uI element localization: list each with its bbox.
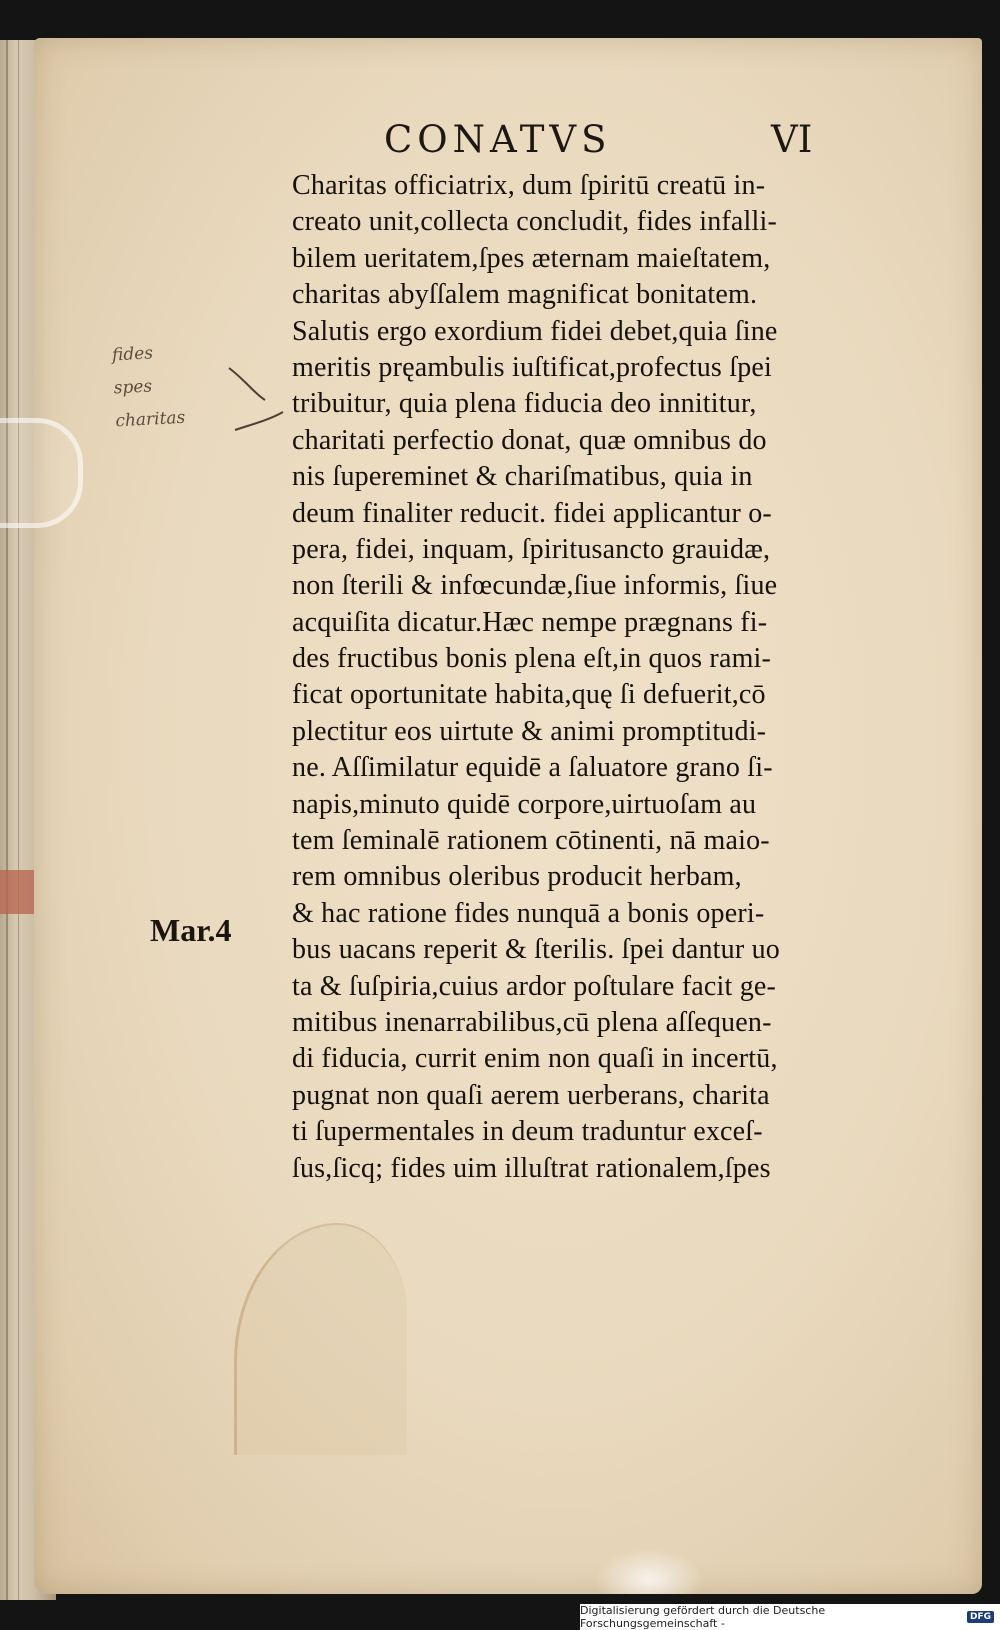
text-line: ficat oportunitate habita,quę ſi defuerit,cō: [292, 679, 766, 711]
text-line: Charitas officiatrix, dum ſpiritū creatū in-: [292, 170, 766, 201]
text-line: ſus,ſicq; fides uim illuſtrat rationalem,ſpes: [292, 1152, 771, 1184]
text-line: nis ſupereminet & chariſmatibus, quia in: [292, 461, 753, 493]
text-line: napis,minuto quidē corpore,uirtuoſam au: [292, 788, 757, 820]
text-line: mitibus inenarrabilibus,cū plena aſſequen-: [292, 1006, 772, 1038]
paper-clip-icon: [0, 418, 83, 528]
text-line: creato unit,collecta concludit, fides infalli-: [292, 206, 778, 238]
text-line: ti ſupermentales in deum traduntur exceſ-: [292, 1116, 763, 1148]
handwritten-bracket-icon: [225, 360, 285, 440]
dfg-logo-icon: DFG: [967, 1611, 994, 1623]
text-line: acquiſita dicatur.Hæc nempe prægnans fi-: [292, 606, 768, 638]
handwritten-line: fides: [111, 343, 154, 366]
text-line: & hac ratione fides nunquā a bonis operi-: [292, 897, 765, 929]
text-line: des fructibus bonis plena eſt,in quos rami-: [292, 643, 772, 675]
text-line: pugnat non quaſi aerem uerberans, charita: [292, 1079, 770, 1111]
text-line: ta & ſuſpiria,cuius ardor poſtulare facit ge-: [292, 970, 777, 1002]
folio-number: VI: [771, 118, 813, 161]
marginal-reference: Mar.4: [150, 912, 232, 948]
text-line: tem ſeminalē rationem cōtinenti, nā maio-: [292, 825, 770, 857]
text-line: pera, fidei, inquam, ſpiritusancto grauidæ,: [292, 533, 771, 565]
text-line: charitati perfectio donat, quæ omnibus do: [292, 424, 767, 456]
text-line: plectitur eos uirtute & animi promptitudi-: [292, 715, 767, 747]
body-text: [292, 168, 932, 1187]
light-reflection: [594, 1548, 704, 1594]
text-line: Salutis ergo exordium fidei debet,quia ſine: [292, 315, 778, 347]
handwritten-line: charitas: [114, 407, 186, 432]
running-head: CONATVS: [384, 118, 612, 161]
text-line: meritis pręambulis iuſtificat,profectus ſpei: [292, 351, 773, 383]
footer-credit: Digitalisierung gefördert durch die Deutsche Forschungsgemeinschaft -: [580, 1604, 826, 1630]
handwritten-line: spes: [113, 376, 153, 399]
text-line: tribuitur, quia plena fiducia deo innititur,: [292, 388, 757, 420]
text-line: charitas abyſſalem magnificat bonitatem.: [292, 279, 758, 311]
digitization-footer: [580, 1604, 1000, 1630]
text-line: bilem ueritatem,ſpes æternam maieſtatem,: [292, 242, 771, 274]
text-line: ne. Aſſimilatur equidē a ſaluatore grano ſi-: [292, 752, 773, 784]
text-line: bus uacans reperit & ſterilis. ſpei dantur uo: [292, 934, 780, 966]
text-line: rem omnibus oleribus producit herbam,: [292, 861, 742, 893]
water-stain: [234, 1223, 407, 1455]
text-line: non ſterili & infœcundæ,ſiue informis, ſiue: [292, 570, 778, 602]
text-line: deum finaliter reducit. fidei applicantur o-: [292, 497, 772, 529]
text-line: di fiducia, currit enim non quaſi in incertū,: [292, 1043, 778, 1075]
